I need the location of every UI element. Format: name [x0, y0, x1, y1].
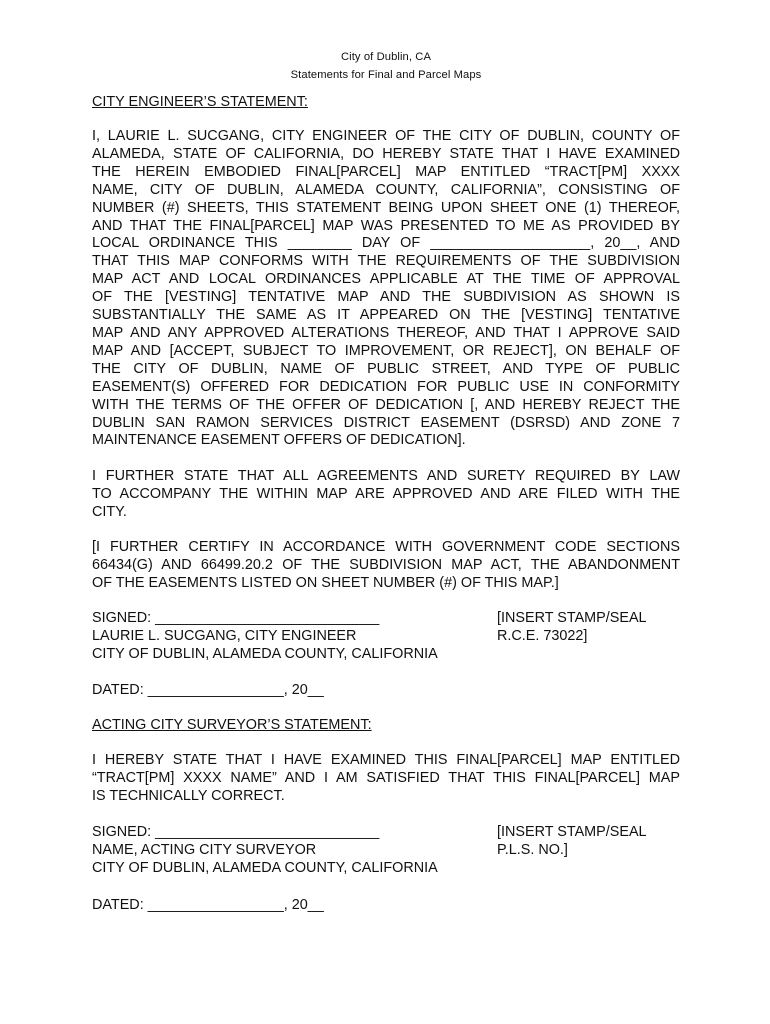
paragraph-line: LOCAL ORDINANCE THIS ________ DAY OF ____________________, 20__, AND	[92, 235, 680, 252]
paragraph-line: I, LAURIE L. SUCGANG, CITY ENGINEER OF THE CITY OF DUBLIN, COUNTY OF	[92, 128, 680, 144]
surveyor-stamp-label: [INSERT STAMP/SEAL	[497, 824, 647, 840]
paragraph-line: “TRACT[PM] XXXX NAME” AND I AM SATISFIED THAT THIS FINAL[PARCEL] MAP	[92, 769, 680, 786]
paragraph-line: DUBLIN SAN RAMON SERVICES DISTRICT EASEMENT (DSRSD) AND ZONE 7	[92, 414, 680, 431]
paragraph-line: IS TECHNICALLY CORRECT.	[92, 787, 285, 804]
paragraph-line: [I FURTHER CERTIFY IN ACCORDANCE WITH GOVERNMENT CODE SECTIONS	[92, 539, 680, 555]
surveyor-license: P.L.S. NO.]	[497, 841, 568, 858]
paragraph-line: MAP ACT AND LOCAL ORDINANCES APPLICABLE AT THE TIME OF APPROVAL	[92, 271, 680, 288]
paragraph-line: I FURTHER STATE THAT ALL AGREEMENTS AND SURETY REQUIRED BY LAW	[92, 468, 680, 484]
paragraph-line: NAME, CITY OF DUBLIN, ALAMEDA COUNTY, CALIFORNIA”, CONSISTING OF	[92, 181, 680, 198]
engineer-statement-paragraph	[92, 128, 680, 450]
surveyor-statement-paragraph	[92, 752, 680, 806]
paragraph-line: OF THE EASEMENTS LISTED ON SHEET NUMBER (#) OF THIS MAP.]	[92, 574, 559, 591]
paragraph-line: MAP AND ANY APPROVED ALTERATIONS THEREOF, AND THAT I APPROVE SAID	[92, 324, 680, 341]
engineer-license: R.C.E. 73022]	[497, 627, 588, 644]
paragraph-line: EASEMENT(S) OFFERED FOR DEDICATION FOR PUBLIC USE IN CONFORMITY	[92, 378, 680, 395]
engineer-org: CITY OF DUBLIN, ALAMEDA COUNTY, CALIFORNIA	[92, 645, 438, 662]
page-header	[92, 48, 680, 84]
paragraph-line: SUBSTANTIALLY THE SAME AS IT APPEARED ON THE [VESTING] TENTATIVE	[92, 307, 680, 324]
paragraph-line: I HEREBY STATE THAT I HAVE EXAMINED THIS FINAL[PARCEL] MAP ENTITLED	[92, 752, 680, 768]
engineer-stamp-label: [INSERT STAMP/SEAL	[497, 610, 647, 626]
paragraph-line: NUMBER (#) SHEETS, THIS STATEMENT BEING UPON SHEET ONE (1) THEREOF,	[92, 199, 680, 216]
paragraph-line: THE HEREIN EMBODIED FINAL[PARCEL] MAP ENTITLED “TRACT[PM] XXXX	[92, 163, 680, 180]
engineer-abandonment-paragraph	[92, 539, 680, 593]
engineer-name: LAURIE L. SUCGANG, CITY ENGINEER	[92, 627, 357, 644]
paragraph-line: THE CITY OF DUBLIN, NAME OF PUBLIC STREET, AND TYPE OF PUBLIC	[92, 360, 680, 377]
paragraph-line: OF THE [VESTING] TENTATIVE MAP AND THE SUBDIVISION AS SHOWN IS	[92, 289, 680, 306]
paragraph-line: THAT THIS MAP CONFORMS WITH THE REQUIREMENTS OF THE SUBDIVISION	[92, 253, 680, 270]
city-surveyor-heading: ACTING CITY SURVEYOR’S STATEMENT:	[92, 717, 372, 733]
paragraph-line: TO ACCOMPANY THE WITHIN MAP ARE APPROVED AND ARE FILED WITH THE	[92, 485, 680, 502]
paragraph-line: MAP AND [ACCEPT, SUBJECT TO IMPROVEMENT, OR REJECT], ON BEHALF OF	[92, 342, 680, 359]
surveyor-name: NAME, ACTING CITY SURVEYOR	[92, 841, 317, 858]
paragraph-line: 66434(G) AND 66499.20.2 OF THE SUBDIVISION MAP ACT, THE ABANDONMENT	[92, 556, 680, 573]
surveyor-org: CITY OF DUBLIN, ALAMEDA COUNTY, CALIFORNIA	[92, 859, 438, 876]
surveyor-dated-line: DATED: _________________, 20__	[92, 897, 324, 913]
engineer-surety-paragraph	[92, 468, 680, 522]
header-city: City of Dublin, CA	[340, 51, 432, 63]
paragraph-line: AND THAT THE FINAL[PARCEL] MAP WAS PRESENTED TO ME AS PROVIDED BY	[92, 217, 680, 234]
engineer-signed-line: SIGNED: ____________________________	[92, 610, 380, 626]
paragraph-line: ALAMEDA, STATE OF CALIFORNIA, DO HEREBY STATE THAT I HAVE EXAMINED	[92, 145, 680, 162]
paragraph-line: WITH THE TERMS OF THE OFFER OF DEDICATION [, AND HEREBY REJECT THE	[92, 396, 680, 413]
paragraph-line: CITY.	[92, 503, 127, 520]
paragraph-line: MAINTENANCE EASEMENT OFFERS OF DEDICATION].	[92, 432, 466, 449]
surveyor-signed-line: SIGNED: ____________________________	[92, 824, 380, 840]
city-engineer-heading: CITY ENGINEER’S STATEMENT:	[92, 94, 308, 110]
header-title: Statements for Final and Parcel Maps	[290, 69, 482, 81]
engineer-dated-line: DATED: _________________, 20__	[92, 682, 324, 698]
